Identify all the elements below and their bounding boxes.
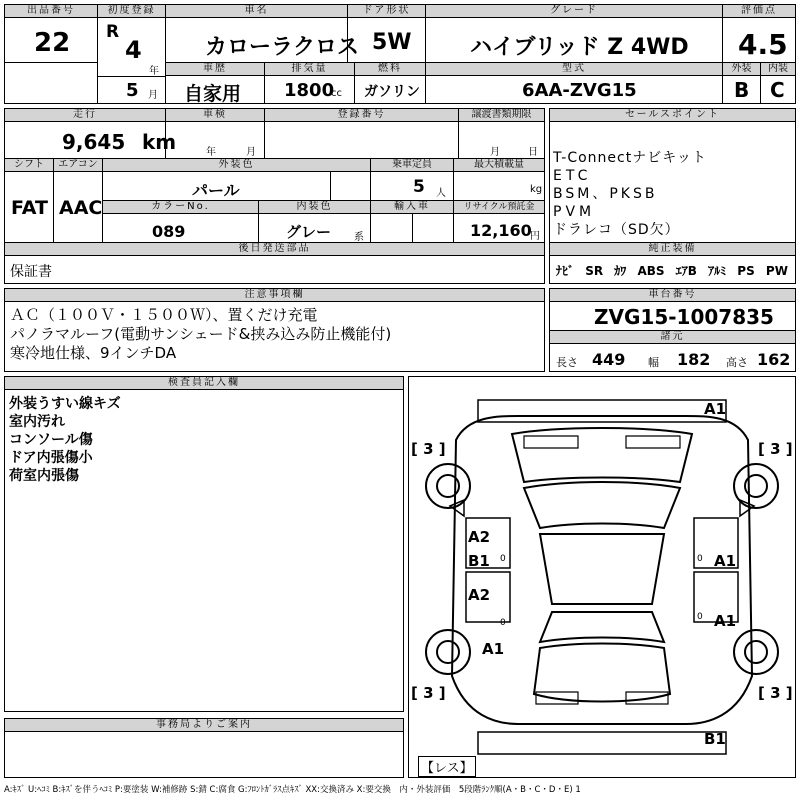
- door-label: ドア形状: [348, 5, 425, 18]
- equipment-item: SR: [585, 264, 604, 278]
- legend: A:ｷｽﾞ U:ﾍｺﾐ B:ｷｽﾞを伴うﾍｺﾐ P:要塗装 W:補修跡 S:錆 C:腐食 G:ﾌﾛﾝﾄｶﾞﾗｽ点ｷｽﾞ XX:交換済み X:要交換 内・外装評価 5段階ﾗﾝｸ順(A・B・C・D・E) 1: [4, 785, 581, 795]
- interior-color-label: 内装色: [259, 201, 370, 214]
- grade: ハイブリッド Z 4WD: [470, 35, 689, 60]
- shift-label: シフト: [5, 159, 53, 172]
- exterior-grade: B: [734, 78, 750, 102]
- capacity-unit: 人: [436, 188, 446, 199]
- tire-mark: [ 3 ]: [758, 440, 793, 458]
- sales-point: ドラレコ（SD欠）: [553, 222, 680, 238]
- width-label: 幅: [648, 356, 659, 369]
- width: 182: [677, 350, 711, 369]
- interior-grade: C: [770, 78, 785, 102]
- inspection-label: 車検: [166, 109, 264, 122]
- damage-mark: A1: [714, 612, 737, 630]
- tire-mark: [ 3 ]: [411, 440, 446, 458]
- lot-label: 出品番号: [5, 5, 97, 18]
- specs-label: 諸元: [550, 331, 795, 344]
- damage-mark: A1: [704, 400, 727, 418]
- reg-month: 5: [126, 80, 139, 101]
- damage-mark: 0: [697, 554, 703, 564]
- exterior-label: 外装: [723, 63, 760, 76]
- damage-mark: 0: [697, 612, 703, 622]
- notes-list: [10, 306, 391, 363]
- car-diagram: [408, 376, 796, 778]
- color-label: 外装色: [103, 159, 370, 172]
- sales-point: ETC: [553, 168, 592, 184]
- model: 6AA-ZVG15: [522, 80, 637, 101]
- recycle-unit: 円: [530, 231, 540, 242]
- sales-points-list: [553, 149, 707, 239]
- spare-tire-mark: 【レス】: [418, 756, 476, 777]
- import-label: 輸入車: [371, 201, 453, 214]
- equipment-item: ｴｱB: [675, 264, 697, 278]
- length: 449: [592, 350, 626, 369]
- office-label: 事務局よりご案内: [5, 719, 403, 732]
- notes-label: 注意事項欄: [5, 289, 544, 302]
- chassis-number: ZVG15-1007835: [594, 305, 774, 329]
- door-type: 5W: [372, 30, 412, 55]
- color-no: 089: [152, 222, 186, 241]
- fuel: ガソリン: [364, 84, 420, 100]
- car-name-label: 車名: [166, 5, 347, 18]
- interior-color: グレー: [286, 223, 332, 241]
- fuel-label: 燃料: [355, 63, 425, 76]
- interior-color-suffix: 系: [354, 232, 364, 243]
- later-parts: 保証書: [10, 264, 52, 280]
- shift: FAT: [11, 197, 48, 219]
- color-no-label: カラーNo.: [103, 201, 258, 214]
- transfer-month-unit: 月: [490, 147, 500, 158]
- damage-mark: 0: [500, 618, 506, 628]
- inspector-label: 検査員記入欄: [5, 377, 403, 390]
- note-line: 寒冷地仕様、9インチDA: [10, 344, 177, 362]
- lot-number: 22: [34, 28, 71, 58]
- inspector-line: 荷室内張傷: [9, 468, 79, 484]
- sales-point: T-Connectナビキット: [553, 150, 707, 166]
- inspector-line: 外装うすい線キズ: [9, 396, 121, 412]
- inspector-line: ドア内張傷小: [9, 450, 93, 466]
- sales-point: BSM、PKSB: [553, 186, 658, 202]
- equipment-item: PW: [765, 264, 788, 278]
- ac-label: エアコン: [54, 159, 102, 172]
- damage-mark: A2: [468, 528, 491, 546]
- equipment-list: [556, 262, 788, 279]
- tire-mark: [ 3 ]: [411, 684, 446, 702]
- inspector-line: コンソール傷: [9, 432, 93, 448]
- equipment-label: 純正装備: [550, 243, 795, 256]
- max-load-label: 最大積載量: [454, 159, 544, 172]
- year-unit: 年: [149, 66, 159, 77]
- model-label: 型式: [426, 63, 722, 76]
- displacement-unit: cc: [331, 88, 342, 99]
- displacement-label: 排気量: [265, 63, 354, 76]
- transfer-label: 譲渡書類期限: [459, 109, 544, 122]
- interior-label: 内装: [761, 63, 795, 76]
- tire-mark: [ 3 ]: [758, 684, 793, 702]
- sales-points-label: セールスポイント: [550, 109, 795, 122]
- damage-mark: B1: [704, 730, 726, 748]
- sales-point: PVM: [553, 204, 596, 220]
- damage-mark: 0: [500, 554, 506, 564]
- equipment-item: ｶﾜ: [614, 264, 627, 278]
- equipment-item: ABS: [637, 264, 665, 278]
- equipment-item: ﾅﾋﾞ: [556, 264, 575, 278]
- ac: AAC: [59, 197, 103, 219]
- score-label: 評価点: [723, 5, 795, 18]
- inspector-line: 室内汚れ: [9, 414, 65, 430]
- equipment-item: ｱﾙﾐ: [708, 264, 727, 278]
- color: パール: [192, 181, 240, 200]
- damage-mark: A1: [482, 640, 505, 658]
- history-label: 車歴: [166, 63, 264, 76]
- height: 162: [757, 350, 791, 369]
- inspector-list: [9, 395, 121, 485]
- car-name: カローラクロス: [205, 35, 360, 60]
- mileage: 9,645: [62, 130, 126, 154]
- damage-mark: A1: [714, 552, 737, 570]
- chassis-label: 車台番号: [550, 289, 795, 302]
- reg-no-label: 登録番号: [265, 109, 458, 122]
- mileage-label: 走行: [5, 109, 165, 122]
- max-load-unit: kg: [530, 184, 543, 195]
- damage-mark: A2: [468, 586, 491, 604]
- grade-label: グレード: [426, 5, 722, 18]
- note-line: パノラマルーフ(電動サンシェード&挟み込み防止機能付): [10, 325, 392, 343]
- inspection-year-unit: 年: [206, 147, 216, 158]
- score: 4.5: [738, 28, 788, 61]
- height-label: 高さ: [726, 356, 748, 369]
- mileage-unit: km: [142, 130, 177, 154]
- reg-year: 4: [125, 36, 142, 64]
- equipment-item: PS: [737, 264, 755, 278]
- later-parts-label: 後日発送部品: [5, 243, 544, 256]
- capacity: 5: [413, 177, 425, 197]
- damage-mark: B1: [468, 552, 490, 570]
- first-reg-label: 初度登録: [98, 5, 165, 18]
- recycle: 12,160: [470, 221, 532, 240]
- recycle-label: リサイクル預託金: [454, 201, 544, 214]
- history: 自家用: [184, 83, 242, 105]
- capacity-label: 乗車定員: [371, 159, 453, 172]
- transfer-day-unit: 日: [528, 147, 538, 158]
- month-unit: 月: [148, 90, 158, 101]
- inspection-month-unit: 月: [246, 147, 256, 158]
- note-line: ＡＣ（１００Ｖ・１５００Ｗ）、置くだけ充電: [10, 306, 318, 324]
- length-label: 長さ: [556, 356, 578, 369]
- displacement: 1800: [284, 80, 335, 101]
- era: R: [106, 22, 120, 42]
